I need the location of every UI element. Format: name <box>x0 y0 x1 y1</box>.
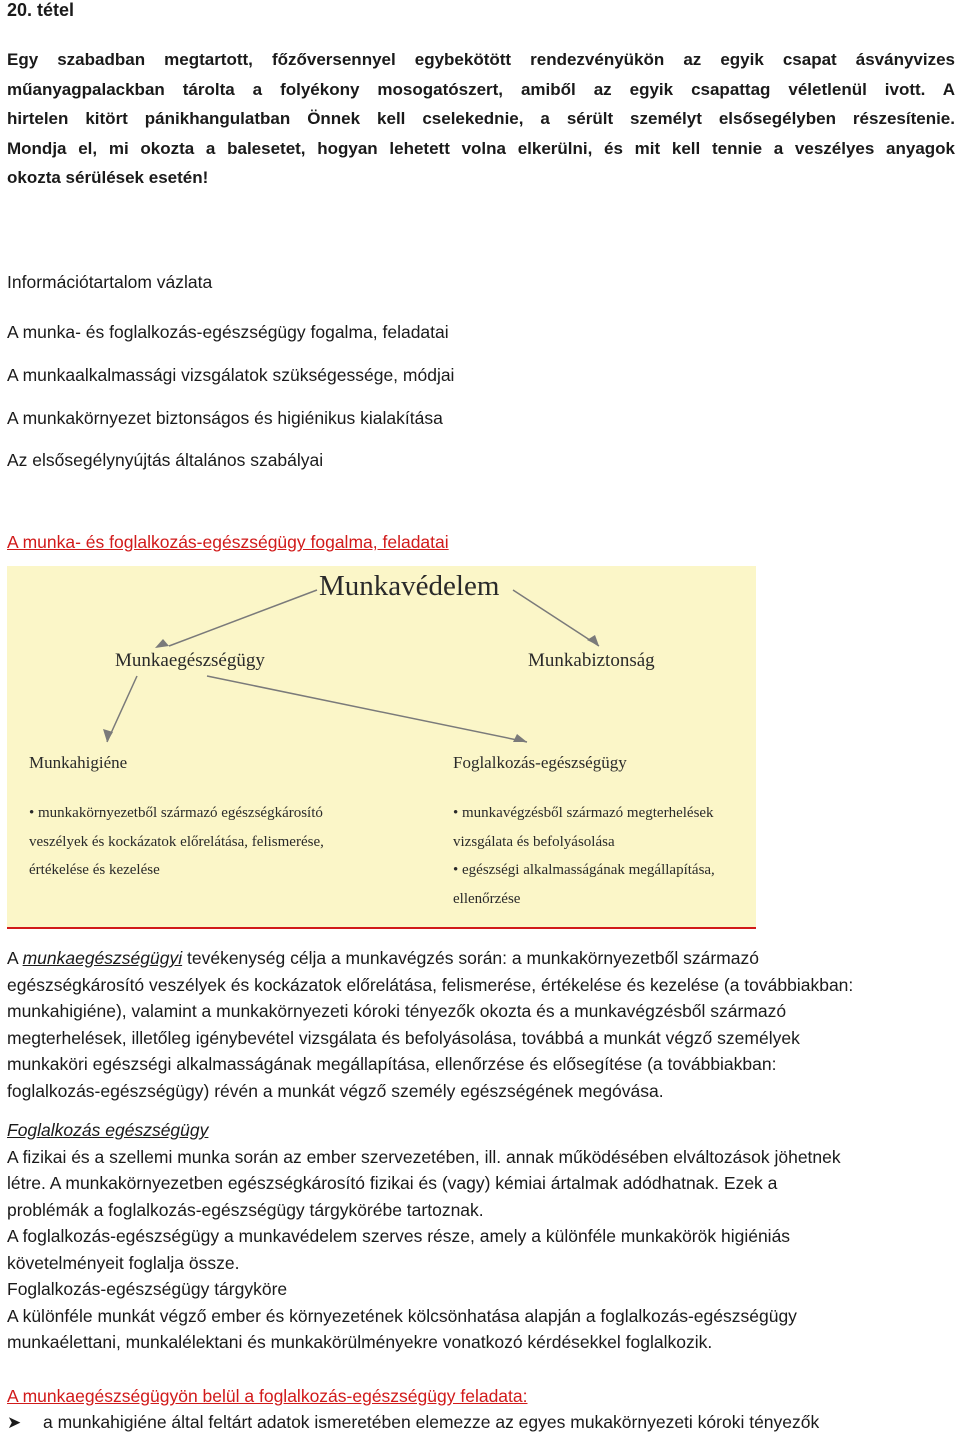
paragraph-line <box>7 945 955 972</box>
highlighted-term: munkaegészségügyi <box>22 948 183 968</box>
paragraph-munkaegeszsegugy <box>7 945 955 1104</box>
paragraph-line: munkahigiéne), valamint a munkakörnyezeti kóroki tényezők okozta és a munkavégzésből származó <box>7 1001 787 1021</box>
outline-item: A munkaalkalmassági vizsgálatok szükségessége, módjai <box>7 365 455 385</box>
text-span: A <box>7 948 23 968</box>
arrowhead <box>513 734 527 742</box>
diagram-left-label: Munkaegészségügy <box>115 650 265 671</box>
task-line: Mondja el, mi okozta a balesetet, hogyan lehetett volna elkerülni, és mit kell tennie a veszélyes anyagok <box>7 138 955 158</box>
paragraph-line: létre. A munkakörnyezetben egészségkárosító fizikai és (vagy) kémiai ártalmak adódhatnak. Ezek a <box>7 1173 778 1193</box>
outline-item: A munkakörnyezet biztonságos és higiénikus kialakítása <box>7 408 443 428</box>
text-span: tevékenység célja a munkavégzés során: a munkakörnyezetből származó <box>182 948 759 968</box>
task-description <box>7 45 955 193</box>
paragraph-line: A fizikai és a szellemi munka során az ember szervezetében, ill. annak működésében elváltozások jöhetnek <box>7 1146 841 1167</box>
outline-heading: Információtartalom vázlata <box>7 272 213 292</box>
diagram-root-label: Munkavédelem <box>319 570 500 602</box>
diagram-list-line: • munkavégzésből származó megterhelések <box>453 805 714 821</box>
outline-item: Az elsősegélynyújtás általános szabályai <box>7 450 324 470</box>
page-title: 20. tétel <box>7 0 75 20</box>
connector-line <box>169 590 317 646</box>
diagram-sub-left-label: Munkahigiéne <box>29 753 128 772</box>
section-heading: A munka- és foglalkozás-egészségügy fogalma, feladatai <box>7 532 449 552</box>
paragraph-line: A foglalkozás-egészségügy a munkavédelem szerves része, amely a különféle munkakörök higiéniás <box>7 1226 791 1246</box>
paragraph-line: munkaélettani, munkalélektani és munkakörülményekre vonatkozó kérdésekkel foglalkozik. <box>7 1332 713 1352</box>
paragraph-line: A különféle munkát végző ember és környezetének kölcsönhatása alapján a foglalkozás-egészségügy <box>7 1305 797 1326</box>
paragraph-line: foglalkozás-egészségügy) révén a munkát végző személy egészségének megóvása. <box>7 1080 664 1101</box>
arrowhead <box>587 635 599 646</box>
paragraph-line: megterhelések, illetőleg igénybevétel vizsgálata és befolyásolása, továbbá a munkát végző személyek <box>7 1027 800 1048</box>
paragraph-line: követelményeit foglalja össze. <box>7 1252 240 1273</box>
arrowhead <box>155 639 169 648</box>
outline-item: A munka- és foglalkozás-egészségügy fogalma, feladatai <box>7 322 449 342</box>
diagram-list-line: ellenőrzése <box>453 890 521 907</box>
diagram-list-line: veszélyek és kockázatok előrelátása, felismerése, <box>29 833 324 850</box>
diagram-list-line: értékelése és kezelése <box>29 862 160 878</box>
paragraph-line: problémák a foglalkozás-egészségügy tárgykörébe tartoznak. <box>7 1199 484 1220</box>
diagram-sub-right-label: Foglalkozás-egészségügy <box>453 753 627 772</box>
diagram-list-right <box>453 799 715 913</box>
diagram-list-line: • egészségi alkalmasságának megállapítása, <box>453 862 715 878</box>
task-line: műanyagpalackban tárolta a folyékony mosogatószert, amiből az egyik csapattag véletlenül ivott. A <box>7 79 955 99</box>
paragraph-foglalkozas <box>7 1117 955 1356</box>
diagram-right-label: Munkabiztonság <box>528 650 655 671</box>
connector-line <box>207 676 527 742</box>
task-line: Egy szabadban megtartott, főzőversennyel egybekötött rendezvényükön az egyik csapat ásványvizes <box>7 50 955 69</box>
section-heading: A munkaegészségügyön belül a foglalkozás-egészségügy feladata: <box>7 1386 528 1406</box>
munkavedelem-diagram <box>7 566 756 929</box>
task-line: okozta sérülések esetén! <box>7 168 209 187</box>
paragraph-line: Foglalkozás-egészségügy tárgyköre <box>7 1279 288 1299</box>
diagram-list-line: • munkakörnyezetből származó egészségkárosító <box>29 805 323 821</box>
bullet-text: a munkahigiéne által feltárt adatok ismeretében elemezze az egyes mukakörnyezeti kóroki tényezők <box>43 1412 820 1432</box>
connector-line <box>513 590 599 646</box>
subsection-heading: Foglalkozás egészségügy <box>7 1120 209 1140</box>
arrow-bullet-icon: ➤ <box>7 1413 22 1432</box>
diagram-list-line: vizsgálata és befolyásolása <box>453 833 615 850</box>
bullet-item <box>7 1410 819 1435</box>
paragraph-line: egészségkárosító veszélyek és kockázatok előrelátása, felismerése, értékelése és kezelése (a továbbiakban: <box>7 974 854 995</box>
diagram-list-left <box>29 799 324 885</box>
paragraph-line: munkaköri egészségi alkalmasságának megállapítása, ellenőrzése és elősegítése (a továbbiakban: <box>7 1054 777 1074</box>
task-line: hirtelen kitört pánikhangulatban Önnek kell cselekednie, a sérült személyt elsősegélyben részesítenie. <box>7 109 955 128</box>
